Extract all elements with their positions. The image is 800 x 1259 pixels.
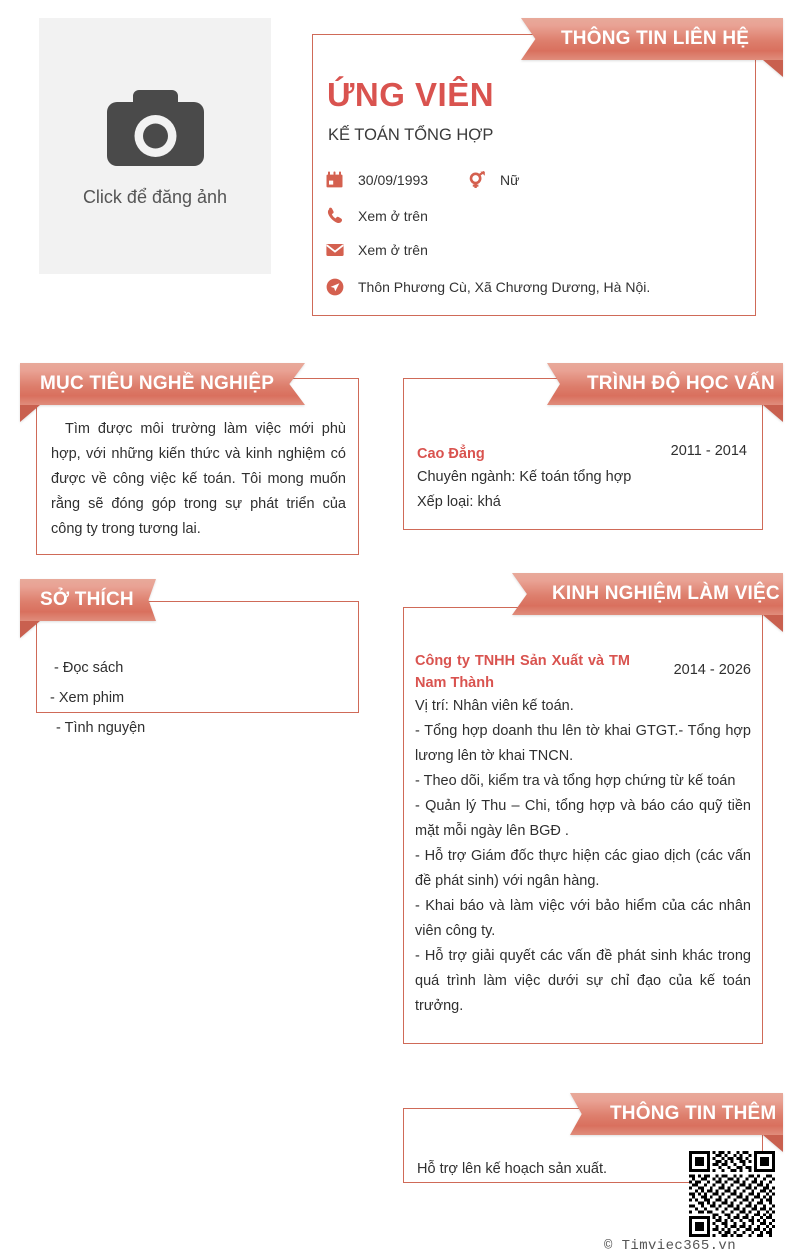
experience-duty: - Theo dõi, kiểm tra và tổng hợp chứng từ kế toán: [415, 773, 736, 789]
ribbon-fold: [763, 615, 783, 632]
contact-row-address: [326, 278, 650, 296]
experience-duty: - Quản lý Thu – Chi, tổng hợp và báo cáo quỹ tiền mặt mỗi ngày lên BGĐ .: [415, 798, 751, 839]
experience-company: Công ty TNHH Sản Xuất và TM Nam Thành: [415, 653, 630, 691]
phone-icon: [326, 207, 348, 224]
hobbies-ribbon-label: SỞ THÍCH: [40, 589, 134, 610]
phone-value: Xem ở trên: [358, 207, 428, 224]
objective-text: Tìm được môi trường làm việc mới phù hợp, với những kiến thức và kinh nghiệm có được về công việc kế toán. Tôi mong muốn rằng sẽ đóng góp trong sự phát triển của công ty trong tương lai.: [51, 421, 346, 537]
ribbon-fold: [763, 60, 783, 77]
contact-row-phone: [326, 207, 428, 224]
email-value: Xem ở trên: [358, 242, 428, 258]
contact-row-birthday: [326, 171, 428, 188]
experience-period: 2014 - 2026: [673, 662, 751, 678]
ribbon-fold: [763, 405, 783, 422]
location-pin-icon: [326, 278, 348, 296]
photo-upload-placeholder[interactable]: [39, 18, 271, 274]
experience-duty: - Hỗ trợ giải quyết các vấn đề phát sinh khác trong quá trình làm việc dưới sự chỉ đạo của kế toán trưởng.: [415, 948, 751, 1014]
footer-credit: © Timviec365.vn: [604, 1238, 737, 1254]
hobbies-ribbon: [20, 579, 156, 621]
additional-info-text: Hỗ trợ lên kế hoạch sản xuất.: [417, 1161, 608, 1177]
qr-code: [689, 1151, 775, 1237]
experience-duty: - Khai báo và làm việc với bảo hiểm của các nhân viên công ty.: [415, 898, 751, 939]
calendar-icon: [326, 171, 348, 188]
photo-upload-label: Click để đăng ảnh: [82, 187, 228, 207]
candidate-job-title: KẾ TOÁN TỔNG HỢP: [328, 126, 494, 144]
list-item: - Đọc sách: [54, 660, 124, 676]
experience-ribbon: [512, 573, 783, 615]
education-ribbon: [547, 363, 783, 405]
list-item: - Xem phim: [50, 690, 125, 706]
experience-duty: - Tổng hợp doanh thu lên tờ khai GTGT.- Tổng hợp lương lên tờ khai TNCN.: [415, 723, 751, 764]
hobbies-list: [50, 653, 340, 743]
education-school: Cao Đẳng: [417, 446, 485, 462]
gender-icon: [468, 171, 490, 189]
address-value: Thôn Phương Cù, Xã Chương Dương, Hà Nội.: [358, 279, 651, 295]
list-item: - Tình nguyện: [56, 720, 146, 736]
envelope-icon: [326, 243, 348, 257]
education-period: 2011 - 2014: [670, 443, 747, 459]
experience-entry: [415, 650, 751, 1019]
contact-info-ribbon-label: THÔNG TIN LIÊN HỆ: [561, 28, 750, 49]
experience-ribbon-label: KINH NGHIỆM LÀM VIỆC: [552, 583, 780, 604]
ribbon-fold: [763, 1135, 783, 1152]
camera-icon: [103, 84, 208, 179]
objective-ribbon: [20, 363, 305, 405]
experience-duty: - Hỗ trợ Giám đốc thực hiện các giao dịch (các vấn đề phát sinh) với ngân hàng.: [415, 848, 751, 889]
additional-info-ribbon: [570, 1093, 783, 1135]
candidate-name: ỨNG VIÊN: [327, 76, 495, 113]
contact-row-email: [326, 242, 428, 258]
contact-row-gender: [468, 171, 519, 189]
objective-ribbon-label: MỤC TIÊU NGHỀ NGHIỆP: [40, 373, 275, 394]
education-grade: Xếp loại: khá: [417, 494, 501, 510]
gender-value: Nữ: [500, 172, 520, 188]
education-ribbon-label: TRÌNH ĐỘ HỌC VẤN: [587, 373, 775, 394]
birthday-value: 30/09/1993: [358, 171, 429, 188]
contact-info-ribbon: [521, 18, 783, 60]
education-entry: [417, 443, 747, 515]
experience-position: Vị trí: Nhân viên kế toán.: [415, 698, 574, 714]
additional-info-ribbon-label: THÔNG TIN THÊM: [610, 1103, 777, 1124]
education-major: Chuyên ngành: Kế toán tổng hợp: [417, 469, 632, 485]
